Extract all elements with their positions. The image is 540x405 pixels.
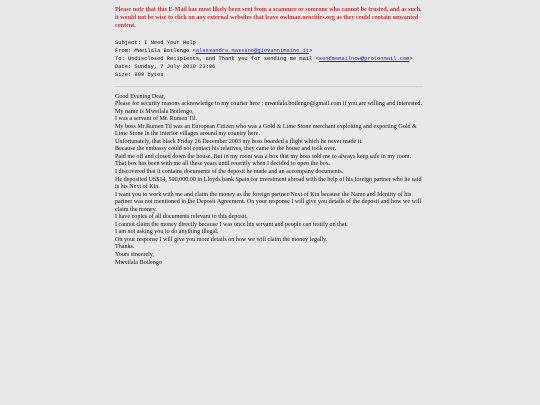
email-body [115, 94, 423, 268]
size-line [115, 72, 423, 80]
body-line: I have copies of all documents relevant to this deposit. [115, 214, 248, 221]
body-line: I discovered that it contains documents of the deposit he made and an accompany documents. [115, 169, 344, 175]
scam-warning: Please note that this E-Mail has most likely been sent from a scammer or someone who cannot be trusted, and as such, it would not be wise to click on any external websites that leave owlman.neocities.org as they could contain unwanted content. [115, 7, 422, 29]
body-line: Paid me off and closed down the house. But in my room was a box that my boss told me to always keep safe in my room. [115, 153, 412, 160]
body-line: My boss Mr.Rumen Til was an European Citizen who was a Gold & Lime Stone merchant exploiting and exporting Gold & Lime Stone in the interior villages around my country here. [115, 123, 417, 138]
body-line: Good Evening Dear, [115, 93, 166, 100]
to-close: > [409, 55, 413, 62]
date-value: Sunday, 7 July 2019 23:06 [134, 63, 216, 70]
to-label: To: [115, 55, 128, 62]
body-line: He deposited US$14, 500,000.00 in Lloyds bank Spain for investment abroad with the help of his foreign partner who he said is his Next of Kin. [115, 176, 422, 191]
date-label: Date: [115, 63, 135, 70]
body-line: I want you to work with me and claim the money as the foreign partner/Next of Kin because the Name and Identity of his partner was not mentioned in the Deposit Agreement. On your response I will give you details of the deposit and how we will claim the money. [115, 191, 422, 213]
subject-line [115, 40, 423, 48]
from-line [115, 48, 423, 56]
body-line: Yours sincerely, [115, 252, 154, 259]
to-line [115, 56, 423, 64]
date-line [115, 64, 423, 72]
body-line: I am not asking you to do anything illegal. [115, 229, 219, 236]
from-close: > [309, 47, 313, 54]
header-divider [115, 86, 423, 87]
from-name: Mweilala Botlengo < [134, 47, 196, 54]
body-line: I was a servant of Mr. Rumen Til. [115, 116, 198, 123]
body-line: On your response I will give you more details on how we will claim the money legally. [115, 236, 328, 243]
body-line: Please for security reasons acknowledge to my courier here : mweilala.botlengo@gmail.com if you are willing and interested. [115, 101, 422, 108]
size-label: Size: [115, 71, 135, 78]
email-page [115, 6, 423, 267]
body-line: Because the embassy could not contact his relatives, they came to the house and took over. [115, 146, 337, 153]
subject-value: I Need Your Help [144, 40, 196, 46]
subject-label: Subject: [115, 40, 145, 46]
body-line: Unfortunately, that black Friday 26 December 2003 my boss boarded a flight which he never made it. [115, 138, 363, 145]
email-headers [115, 40, 423, 80]
to-email-link[interactable]: sendmemailnow@protonmail.com [318, 55, 410, 62]
body-line: I cannot claim the money directly because I was once his servant and people can testify on that. [115, 221, 348, 228]
body-line: That box has been with me all these years until recently when I decided to open the box. [115, 161, 331, 168]
from-email-link[interactable]: alessandro.massano@giovannimaino.it [195, 47, 310, 54]
size-value: 909 bytes [134, 71, 164, 78]
body-line: My name is Mweilala Botlengo, [115, 108, 194, 115]
to-name: Undisclosed Recipients, and Thank you for sending me mail < [127, 55, 319, 62]
body-line: Thanks. [115, 244, 135, 251]
from-label: From: [115, 47, 135, 54]
body-line: Mweilala Botlengo [115, 259, 162, 266]
